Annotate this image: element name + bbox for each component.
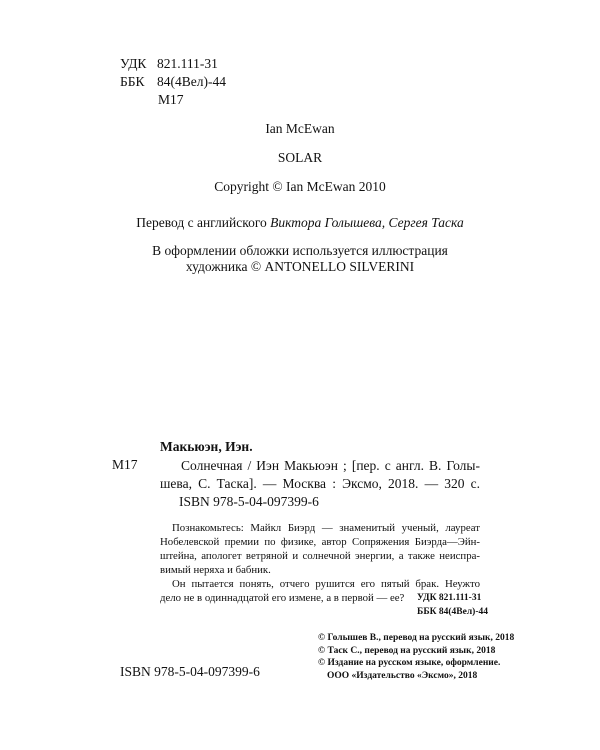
annotation-line: вимый неряха и бабник. <box>160 564 271 576</box>
bbk-label: ББК <box>120 74 145 89</box>
catalog-small-codes <box>417 591 488 619</box>
original-title: SOLAR <box>277 150 323 165</box>
catalog-bibliographic-record <box>160 457 480 493</box>
catalog-cutter: М17 <box>112 457 138 472</box>
small-bbk: ББК 84(4Вел)-44 <box>417 607 488 617</box>
copyright-line: © Таск С., перевод на русский язык, 2018 <box>318 645 496 656</box>
udk-row <box>120 55 226 73</box>
translation-credit <box>0 215 600 231</box>
original-author: Ian McEwan <box>265 121 335 136</box>
small-udk: УДК 821.111-31 <box>417 593 482 603</box>
original-copyright: Copyright © Ian McEwan 2010 <box>214 179 386 194</box>
udk-label: УДК <box>120 56 147 71</box>
isbn-bottom: ISBN 978-5-04-097399-6 <box>120 664 260 679</box>
cutter-code: М17 <box>158 92 184 107</box>
annotation-line: Он пытается понять, отчего рушится его пятый брак. Неужто <box>172 578 480 590</box>
biblio-line: шева, С. Таска]. — Москва : Эксмо, 2018. — 320 с. <box>160 476 480 491</box>
catalog-isbn: ISBN 978-5-04-097399-6 <box>179 494 319 509</box>
copyright-line: ООО «Издательство «Эксмо», 2018 <box>327 670 478 681</box>
bbk-row <box>120 73 226 91</box>
translator-names: Виктора Голышева, Сергея Таска <box>270 215 464 230</box>
annotation-line: штейна, апологет ветряной и солнечной энергии, а также неиспра- <box>160 550 480 562</box>
classification-codes <box>120 55 226 109</box>
cover-credit-line1: В оформлении обложки используется иллюстрация <box>152 243 448 258</box>
annotation-line: Нобелевской премии по физике, автор Сопряжения Биэрда—Эйн- <box>160 536 480 548</box>
annotation-line: дело не в одиннадцатой его измене, а в первой — ее? <box>160 592 405 604</box>
annotation-line: Познакомьтесь: Майкл Биэрд — знаменитый ученый, лауреат <box>172 522 480 534</box>
copyright-line: © Издание на русском языке, оформление. <box>318 658 501 669</box>
copyright-notices <box>318 632 514 682</box>
udk-value: 821.111-31 <box>157 56 218 71</box>
translation-prefix: Перевод с английского <box>136 215 271 230</box>
catalog-author-heading: Макьюэн, Иэн. <box>160 439 253 454</box>
copyright-line: © Голышев В., перевод на русский язык, 2018 <box>318 633 515 643</box>
bbk-value: 84(4Вел)-44 <box>157 74 226 89</box>
biblio-line: Солнечная / Иэн Макьюэн ; [пер. с англ. В. Голы- <box>181 458 480 473</box>
cover-credit-line2: художника © ANTONELLO SILVERINI <box>185 259 415 274</box>
